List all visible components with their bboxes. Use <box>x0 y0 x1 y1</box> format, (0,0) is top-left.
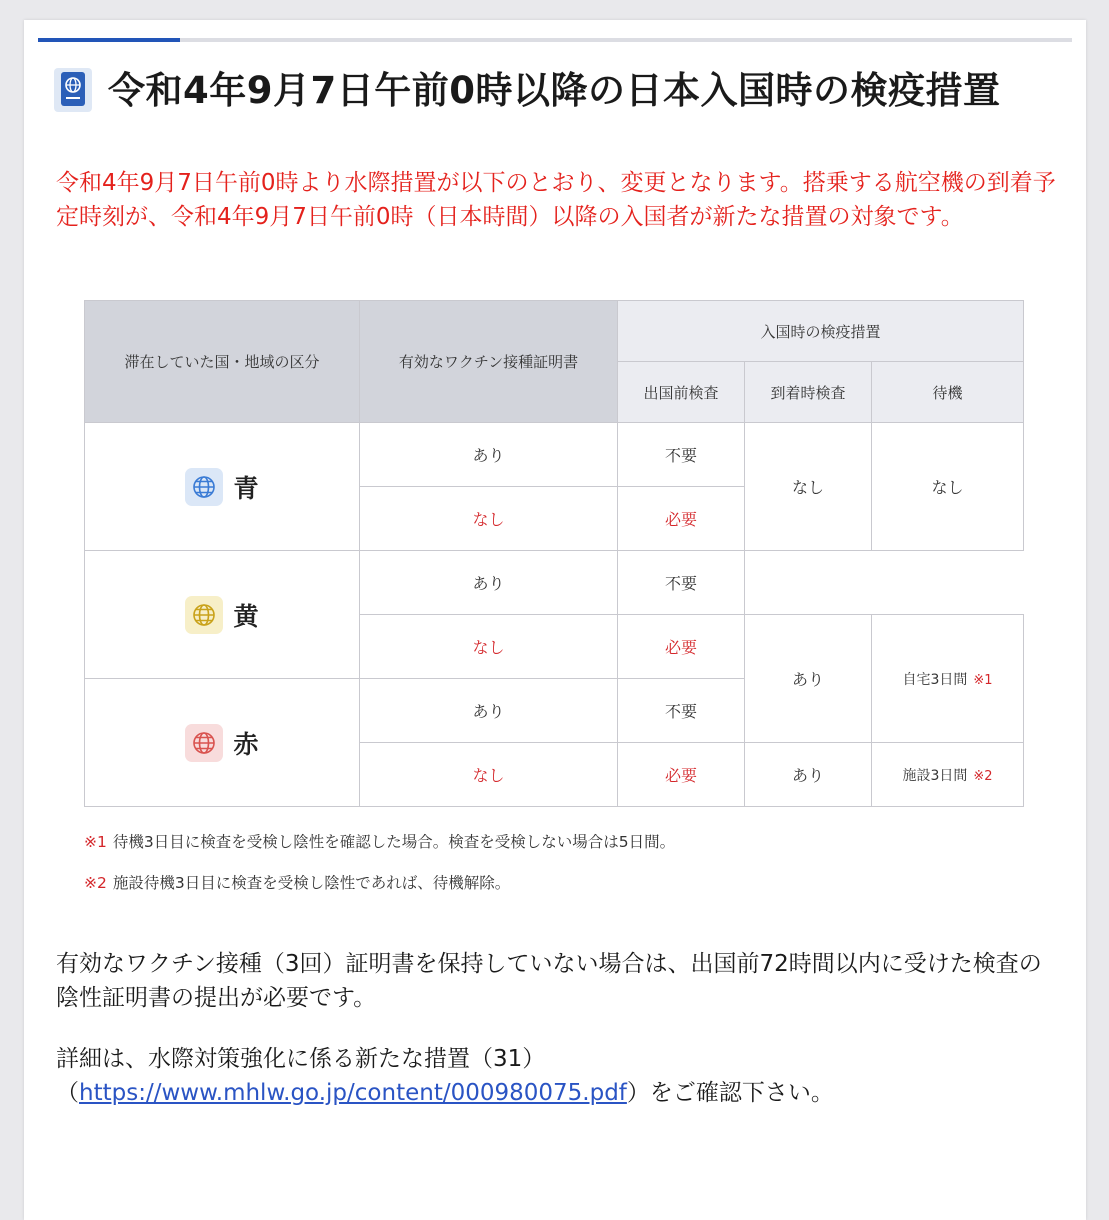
details-paragraph <box>56 1042 1056 1110</box>
certificate-paragraph: 有効なワクチン接種（3回）証明書を保持していない場合は、出国前72時間以内に受けた検査の陰性証明書の提出が必要です。 <box>56 951 1042 1011</box>
region-blue-cell <box>85 423 360 551</box>
mhlw-pdf-link[interactable]: https://www.mhlw.go.jp/content/000980075.pdf <box>79 1080 627 1106</box>
footnote-text: 待機3日目に検査を受検し陰性を確認した場合。検査を受検しない場合は5日間。 <box>112 833 676 851</box>
title-row <box>54 66 1064 118</box>
vaccine-cell: なし <box>360 743 618 807</box>
vaccine-cell: なし <box>360 615 618 679</box>
footnote-mark: ※2 <box>84 874 107 892</box>
header-arrival-test: 到着時検査 <box>745 362 872 423</box>
arrival-test-cell: あり <box>745 615 872 743</box>
header-wait: 待機 <box>872 362 1024 423</box>
details-tail: ）をご確認下さい。 <box>626 1080 834 1106</box>
pre-test-cell: 必要 <box>618 743 745 807</box>
header-vaccine: 有効なワクチン接種証明書 <box>360 301 618 423</box>
region-label-yellow: 黄 <box>233 601 259 631</box>
home-wait-text: 自宅3日間 <box>902 671 968 688</box>
paren-open: （ <box>56 1080 79 1106</box>
quarantine-measures-table <box>84 300 1024 807</box>
wait-cell <box>872 615 1024 743</box>
region-red-cell <box>85 679 360 807</box>
globe-icon <box>185 468 223 506</box>
footnote-2 <box>84 871 510 893</box>
pre-test-cell: 必要 <box>618 487 745 551</box>
pre-test-cell: 不要 <box>618 551 745 615</box>
footnote-1 <box>84 830 675 852</box>
header-region: 滞在していた国・地域の区分 <box>85 301 360 423</box>
arrival-test-cell: あり <box>745 743 872 807</box>
globe-icon <box>185 596 223 634</box>
content-card <box>24 20 1086 1220</box>
page-title: 令和4年9月7日午前0時以降の日本入国時の検疫措置 <box>108 69 1001 112</box>
footnote-text: 施設待機3日目に検査を受検し陰性であれば、待機解除。 <box>112 874 511 892</box>
facility-wait-text: 施設3日間 <box>902 767 968 784</box>
region-yellow-cell <box>85 551 360 679</box>
arrival-test-cell: なし <box>745 423 872 551</box>
pre-test-cell: 不要 <box>618 679 745 743</box>
footnote-mark: ※1 <box>84 833 107 851</box>
vaccine-cell: なし <box>360 487 618 551</box>
region-label-blue: 青 <box>233 473 259 503</box>
details-line: 詳細は、水際対策強化に係る新たな措置（31） <box>56 1046 546 1072</box>
divider-accent <box>38 38 180 42</box>
vaccine-cell: あり <box>360 679 618 743</box>
section-divider <box>38 38 1072 42</box>
pre-test-cell: 必要 <box>618 615 745 679</box>
header-measures: 入国時の検疫措置 <box>618 301 1024 362</box>
table-row <box>85 551 1024 615</box>
globe-icon <box>185 724 223 762</box>
wait-cell <box>872 743 1024 807</box>
table-row <box>85 423 1024 487</box>
change-notice: 令和4年9月7日午前0時より水際措置が以下のとおり、変更となります。搭乗する航空機の到着予定時刻が、令和4年9月7日午前0時（日本時間）以降の入国者が新たな措置の対象です。 <box>56 170 1056 230</box>
vaccine-cell: あり <box>360 551 618 615</box>
footnote-mark: ※1 <box>973 672 993 688</box>
pre-test-cell: 不要 <box>618 423 745 487</box>
passport-icon <box>54 68 92 112</box>
header-pre-test: 出国前検査 <box>618 362 745 423</box>
wait-cell: なし <box>872 423 1024 551</box>
vaccine-cell: あり <box>360 423 618 487</box>
footnote-mark: ※2 <box>973 768 993 784</box>
region-label-red: 赤 <box>233 729 259 759</box>
